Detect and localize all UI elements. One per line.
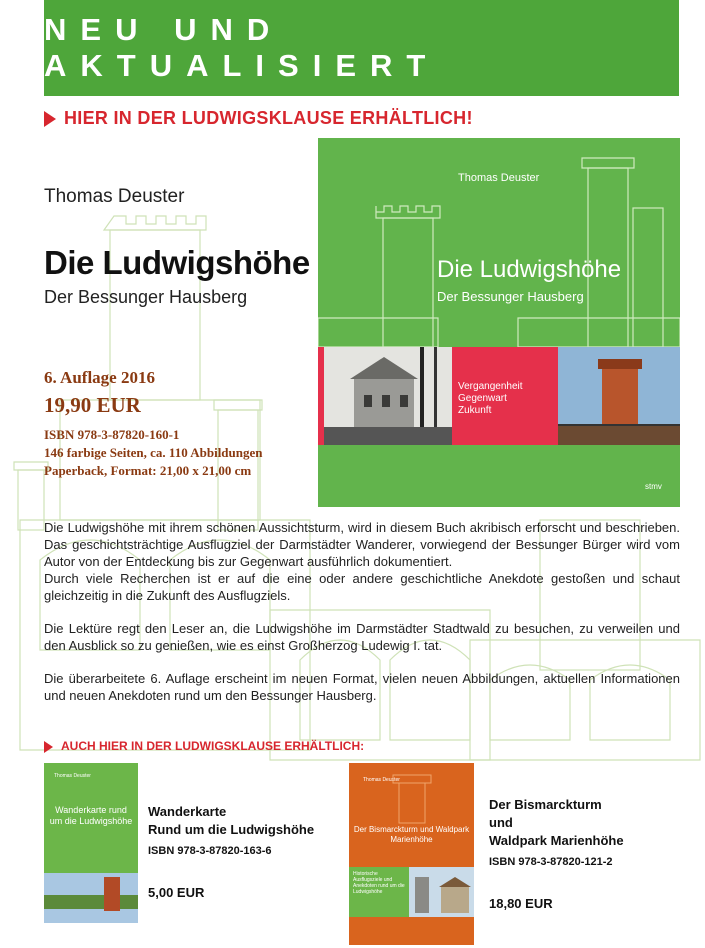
product-cover-title: Wanderkarte rund um die Ludwigshöhe (49, 805, 133, 826)
product-title-line1: Der Bismarckturm (489, 797, 602, 812)
product-isbn: ISBN 978-3-87820-121-2 (489, 856, 613, 868)
product-title-line1: Wanderkarte (148, 804, 227, 819)
product-title-line2: und (489, 815, 513, 830)
cover-tagline-2: Gegenwart (458, 393, 507, 404)
cover-author: Thomas Deuster (458, 172, 540, 184)
product-isbn: ISBN 978-3-87820-163-6 (148, 845, 272, 857)
availability-note (44, 108, 473, 129)
description-p1b: Durch viele Recherchen ist er auf die eine oder andere geschichtliche Anekdote gestoßen und schaut gleichzeitig in die Zukunft des Ausflugziels. (44, 571, 680, 603)
also-available-text: AUCH HIER IN DER LUDWIGSKLAUSE ERHÄLTLICH: (61, 739, 365, 753)
header-banner: NEU UND AKTUALISIERT (44, 0, 679, 96)
book-description (44, 519, 680, 720)
product-info-bismarckturm (489, 796, 624, 911)
product-title-line2: Rund um die Ludwigshöhe (148, 822, 315, 837)
description-p1: Die Ludwigshöhe mit ihrem schönen Aussichtsturm, wird in diesem Buch akribisch erforscht und beschrieben. Das geschichtsträchtige Ausflugziel der Darmstädter Wanderer, vorwiegend der Bessunger Bürger wird vom Autor von der Entdeckung bis zur Gegenwart ausführlich dokumentiert. (44, 520, 680, 569)
also-available-heading (44, 739, 364, 753)
product-price: 18,80 EUR (489, 896, 553, 911)
product-cover-subtitle: Historische Ausflugsziele und Anekdoten rund um die Ludwigshöhe (353, 871, 405, 895)
cover-publisher-logo: stmv (645, 482, 662, 491)
product-cover-author: Thomas Deuster (363, 777, 400, 783)
cover-tagline-1: Vergangenheit (458, 381, 523, 392)
book-specs (44, 426, 263, 480)
triangle-bullet-icon (44, 111, 56, 127)
availability-text: HIER IN DER LUDWIGSKLAUSE ERHÄLTLICH! (64, 108, 473, 128)
product-cover-wanderkarte (44, 763, 138, 945)
product-cover-author: Thomas Deuster (54, 773, 91, 779)
product-cover-photo (409, 867, 474, 917)
book-format: Paperback, Format: 21,00 x 21,00 cm (44, 463, 252, 478)
book-edition: 6. Auflage 2016 (44, 368, 155, 387)
book-subtitle: Der Bessunger Hausberg (44, 287, 248, 307)
book-title: Die Ludwigshöhe (44, 244, 310, 281)
description-paragraph (44, 519, 680, 604)
cover-tower-photo (558, 347, 680, 445)
book-cover (318, 138, 680, 507)
product-cover-green-band (349, 867, 474, 917)
product-info-wanderkarte (148, 803, 314, 900)
description-p3: Die überarbeitete 6. Auflage erscheint im neuen Format, vielen neuen Abbildungen, aktuellen Informationen und neuen Anekdoten rund um den Bessunger Hausberg. (44, 671, 680, 703)
book-author: Thomas Deuster (44, 186, 185, 207)
product-title-line3: Waldpark Marienhöhe (489, 833, 624, 848)
cover-tagline-3: Zukunft (458, 405, 492, 416)
product-price: 5,00 EUR (148, 885, 205, 900)
product-cover-lineart (349, 763, 474, 945)
cover-tagline (458, 381, 523, 417)
product-cover-bismarckturm (349, 763, 474, 945)
book-isbn: ISBN 978-3-87820-160-1 (44, 427, 180, 442)
product-cover-photo (44, 873, 138, 945)
book-price: 19,90 EUR (44, 393, 141, 417)
triangle-bullet-icon (44, 741, 53, 753)
book-pages: 146 farbige Seiten, ca. 110 Abbildungen (44, 445, 263, 460)
cover-subtitle: Der Bessunger Hausberg (437, 289, 584, 304)
description-p2: Die Lektüre regt den Leser an, die Ludwigshöhe im Darmstädter Stadtwald zu besuchen, zu verweilen und den Ausblick so zu genießen, wie es einst Großherzog Ludewig I. tat. (44, 621, 680, 653)
cover-tower-lineart (318, 138, 680, 507)
cover-title: Die Ludwigshöhe (437, 256, 622, 283)
cover-historic-photo (324, 347, 452, 445)
product-cover-title: Der Bismarckturm und Waldpark Marienhöhe (353, 825, 470, 844)
